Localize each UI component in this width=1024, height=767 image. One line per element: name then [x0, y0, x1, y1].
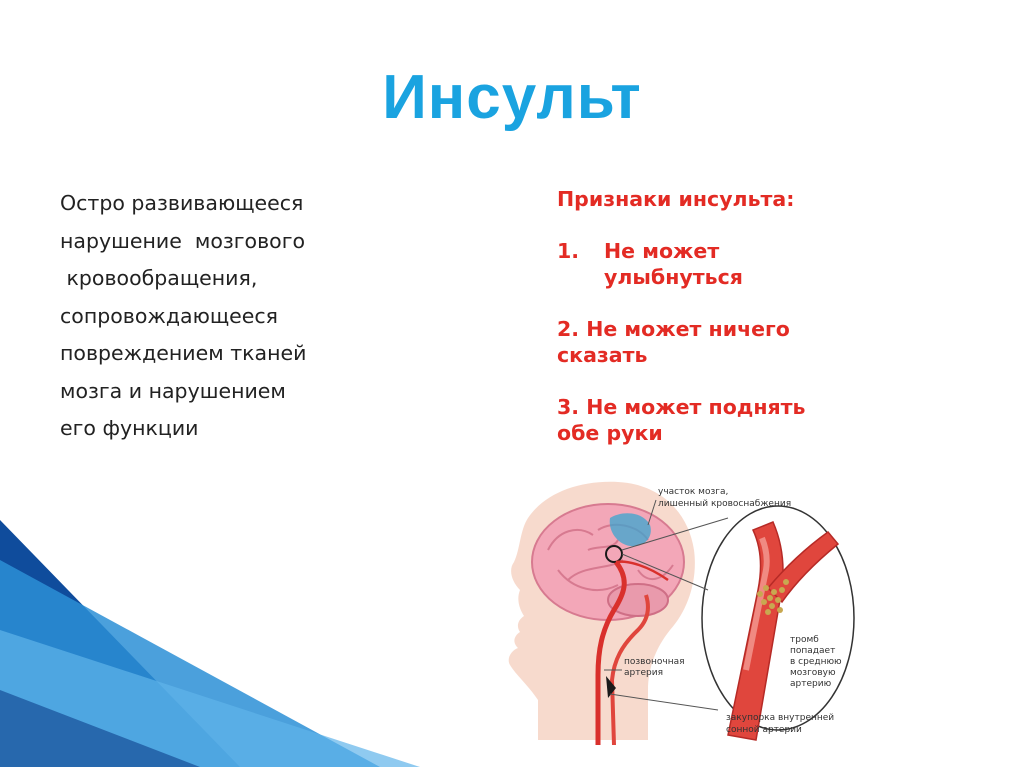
label-clot: тромб [790, 635, 819, 645]
sign-text: улыбнуться [604, 265, 743, 289]
slide-title: Инсульт [382, 63, 642, 132]
definition-line: его функции [60, 416, 199, 440]
sign-text: 2. Не может ничего [557, 317, 790, 341]
sign-number: 1. [557, 239, 580, 263]
stroke-illustration [498, 470, 868, 750]
definition-line: сопровождающееся [60, 303, 278, 328]
definition-line: Остро развивающееся [60, 191, 304, 215]
label-clot: артерию [790, 679, 832, 689]
signs-heading: Признаки инсульта: [557, 187, 795, 211]
corner-decoration [0, 520, 420, 767]
label-deprived-area: лишенный кровоснабжения [658, 499, 792, 509]
label-clot: мозговую [790, 668, 836, 678]
sign-text: обе руки [557, 421, 663, 445]
label-carotid-blockage: закупорка внутренней [726, 713, 835, 723]
stroke-signs [557, 186, 977, 472]
label-clot: попадает [790, 646, 836, 656]
sign-item-2 [557, 316, 977, 368]
brain-artery-diagram [498, 470, 868, 750]
label-clot: в среднюю [790, 657, 842, 667]
sign-item-1 [557, 238, 977, 290]
sign-item-3 [557, 394, 977, 446]
sign-text: 3. Не может поднять [557, 395, 806, 419]
label-vertebral-artery: позвоночная [624, 657, 685, 667]
stroke-definition [60, 185, 390, 448]
definition-line: мозга и нарушением [60, 378, 286, 403]
label-carotid-blockage: сонной артерии [726, 725, 802, 735]
definition-line: кровообращения, [60, 266, 258, 290]
label-vertebral-artery: артерия [624, 668, 663, 678]
sign-text: Не может [604, 239, 720, 263]
label-deprived-area: участок мозга, [658, 487, 729, 497]
definition-line: повреждением тканей [60, 341, 307, 365]
definition-line: нарушение мозгового [60, 228, 306, 253]
sign-text: сказать [557, 343, 648, 367]
